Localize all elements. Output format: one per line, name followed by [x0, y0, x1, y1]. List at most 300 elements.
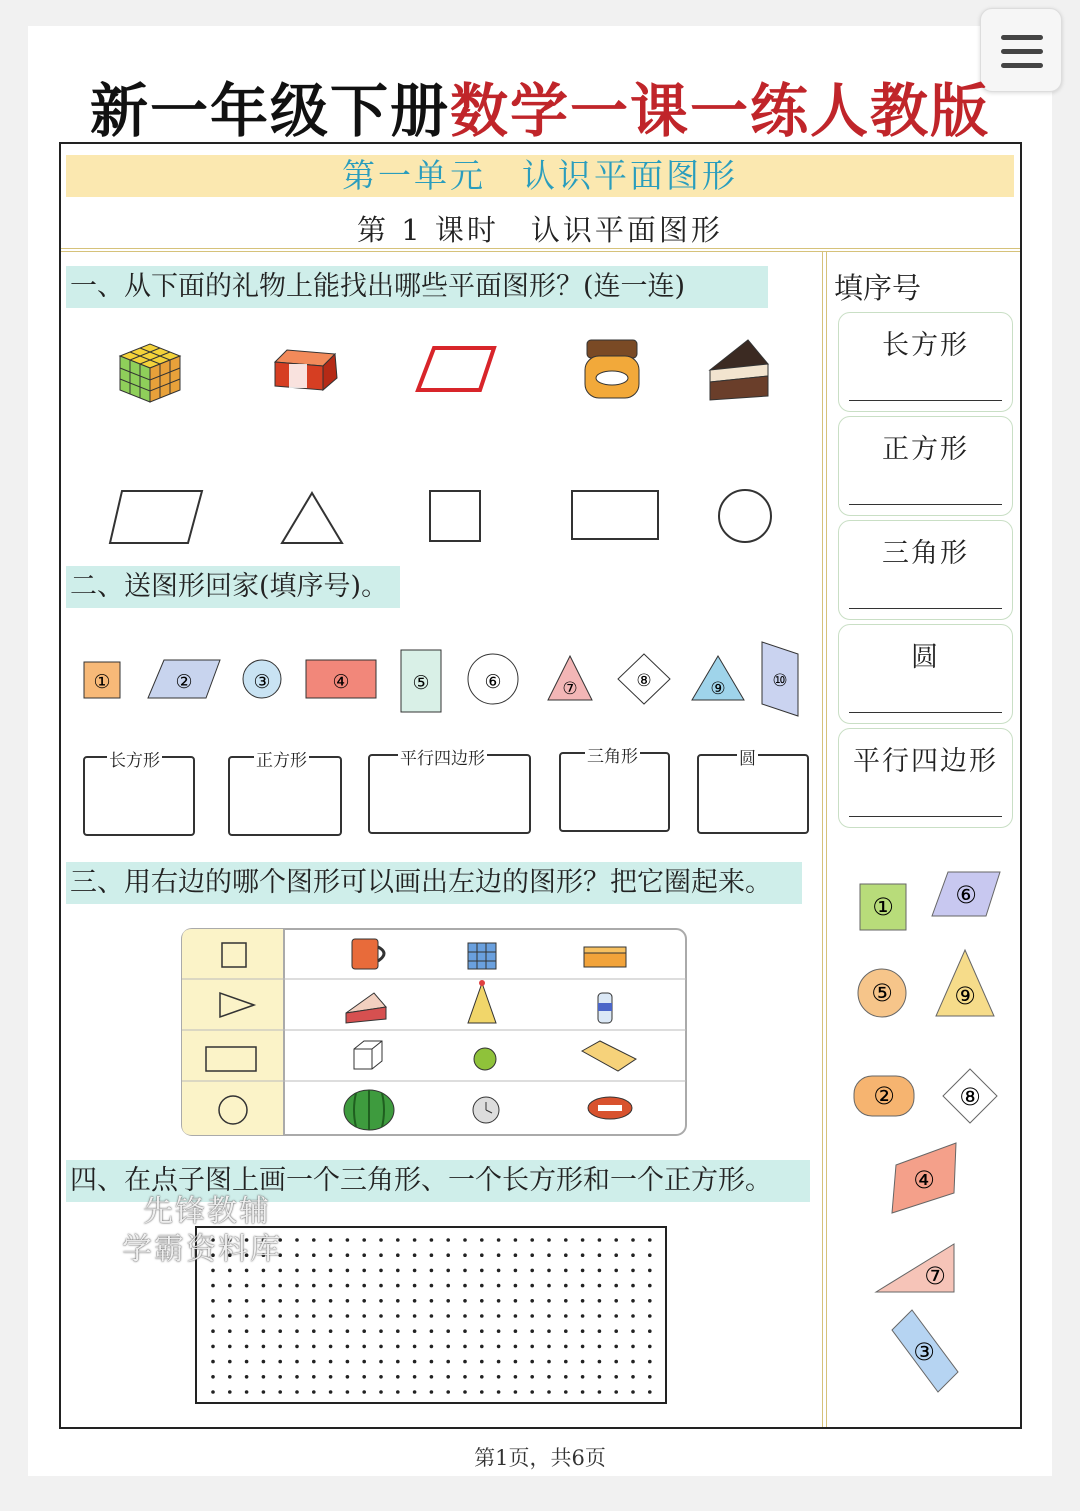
grid-dot: [598, 1390, 602, 1394]
grid-dot: [547, 1238, 551, 1242]
unit-title: 第一单元 认识平面图形: [66, 155, 1014, 197]
grid-dot: [614, 1360, 618, 1364]
grid-dot: [463, 1314, 467, 1318]
grid-dot: [379, 1284, 383, 1288]
grid-dot: [631, 1269, 635, 1273]
cube-icon: [354, 1041, 382, 1069]
grid-dot: [211, 1345, 215, 1349]
grid-dot: [446, 1314, 450, 1318]
grid-dot: [547, 1329, 551, 1333]
grid-dot: [463, 1238, 467, 1242]
grid-dot: [278, 1390, 282, 1394]
grid-dot: [631, 1238, 635, 1242]
answer-box-circle[interactable]: 圆: [838, 624, 1013, 724]
svg-text:③: ③: [253, 671, 271, 693]
grid-dot: [228, 1299, 232, 1303]
column-divider: [822, 252, 827, 1427]
grid-dot: [430, 1253, 434, 1257]
grid-dot: [312, 1375, 316, 1379]
grid-dot: [228, 1314, 232, 1318]
grid-dot: [295, 1299, 299, 1303]
grid-dot: [547, 1390, 551, 1394]
grid-dot: [514, 1345, 518, 1349]
grid-dot: [530, 1299, 534, 1303]
grid-dot: [379, 1360, 383, 1364]
grid-dot: [312, 1284, 316, 1288]
grid-dot: [598, 1329, 602, 1333]
grid-dot: [463, 1390, 467, 1394]
watermelon-icon: [344, 1090, 394, 1130]
grid-dot: [581, 1238, 585, 1242]
grid-dot: [514, 1390, 518, 1394]
grid-dot: [463, 1253, 467, 1257]
grid-dot: [480, 1345, 484, 1349]
grid-dot: [329, 1329, 333, 1333]
grid-dot: [295, 1345, 299, 1349]
svg-text:⑥: ⑥: [955, 881, 977, 909]
grid-dot: [614, 1253, 618, 1257]
grid-dot: [262, 1360, 266, 1364]
bin-parallelogram[interactable]: 平行四边形: [368, 754, 531, 834]
answer-line[interactable]: [849, 400, 1002, 401]
answer-box-parallelogram[interactable]: 平行四边形: [838, 728, 1013, 828]
grid-dot: [564, 1253, 568, 1257]
grid-dot: [228, 1390, 232, 1394]
grid-dot: [614, 1314, 618, 1318]
grid-dot: [278, 1299, 282, 1303]
grid-dot: [581, 1345, 585, 1349]
answer-line[interactable]: [849, 608, 1002, 609]
grid-dot: [245, 1314, 249, 1318]
grid-dot: [413, 1375, 417, 1379]
grid-dot: [530, 1360, 534, 1364]
grid-dot: [211, 1329, 215, 1333]
answer-box-square[interactable]: 正方形: [838, 416, 1013, 516]
answer-box-triangle[interactable]: 三角形: [838, 520, 1013, 620]
grid-dot: [581, 1390, 585, 1394]
grid-dot: [598, 1269, 602, 1273]
grid-dot: [379, 1238, 383, 1242]
grid-dot: [514, 1253, 518, 1257]
svg-text:③: ③: [913, 1338, 935, 1366]
grid-dot: [278, 1360, 282, 1364]
gift-images: [110, 330, 790, 410]
grid-dot: [413, 1314, 417, 1318]
grid-dot: [614, 1345, 618, 1349]
grid-dot: [530, 1375, 534, 1379]
bin-triangle[interactable]: 三角形: [559, 752, 670, 832]
square-shape: [430, 491, 480, 541]
svg-text:⑤: ⑤: [412, 672, 430, 694]
clock-icon: [473, 1097, 499, 1123]
grid-dot: [480, 1284, 484, 1288]
grid-dot: [446, 1269, 450, 1273]
grid-dot: [346, 1375, 350, 1379]
parallelogram-shape: [110, 491, 202, 543]
numbered-shapes: [78, 636, 808, 726]
grid-dot: [514, 1299, 518, 1303]
grid-dot: [413, 1269, 417, 1273]
grid-dot: [497, 1314, 501, 1318]
grid-dot: [262, 1345, 266, 1349]
grid-dot: [346, 1269, 350, 1273]
grid-dot: [312, 1314, 316, 1318]
svg-text:⑦: ⑦: [924, 1262, 946, 1290]
grid-dot: [631, 1314, 635, 1318]
grid-dot: [211, 1314, 215, 1318]
grid-dot: [346, 1360, 350, 1364]
grid-dot: [295, 1238, 299, 1242]
grid-dot: [211, 1360, 215, 1364]
grid-dot: [581, 1253, 585, 1257]
grid-dot: [598, 1375, 602, 1379]
plane-shapes: [100, 485, 790, 555]
grid-dot: [262, 1299, 266, 1303]
grid-dot: [547, 1284, 551, 1288]
honey-jar-icon: [585, 340, 639, 398]
grid-dot: [379, 1375, 383, 1379]
grid-dot: [564, 1375, 568, 1379]
grid-dot: [463, 1375, 467, 1379]
grid-dot: [430, 1345, 434, 1349]
grid-dot: [547, 1253, 551, 1257]
grid-dot: [631, 1329, 635, 1333]
grid-dot: [362, 1284, 366, 1288]
grid-dot: [346, 1390, 350, 1394]
section3-heading: 三、用右边的哪个图形可以画出左边的图形？把它圈起来。: [66, 862, 802, 904]
grid-dot: [262, 1390, 266, 1394]
grid-dot: [295, 1360, 299, 1364]
grid-dot: [446, 1345, 450, 1349]
grid-dot: [598, 1238, 602, 1242]
grid-dot: [396, 1345, 400, 1349]
grid-dot: [278, 1345, 282, 1349]
grid-dot: [614, 1375, 618, 1379]
grid-dot: [463, 1329, 467, 1333]
rubik-cube-small-icon: [468, 943, 496, 969]
grid-dot: [530, 1314, 534, 1318]
grid-dot: [228, 1375, 232, 1379]
grid-dot: [329, 1345, 333, 1349]
grid-dot: [480, 1375, 484, 1379]
grid-dot: [312, 1360, 316, 1364]
grid-dot: [245, 1360, 249, 1364]
grid-dot: [396, 1314, 400, 1318]
grid-dot: [480, 1299, 484, 1303]
grid-dot: [278, 1314, 282, 1318]
grid-dot: [598, 1314, 602, 1318]
grid-dot: [278, 1375, 282, 1379]
grid-dot: [564, 1360, 568, 1364]
cake-slice-icon: [710, 340, 768, 400]
page-title: 新一年级下册数学一课一练人教版: [89, 77, 991, 145]
answer-line[interactable]: [849, 816, 1002, 817]
grid-dot: [295, 1269, 299, 1273]
grid-dot: [312, 1390, 316, 1394]
red-parallelogram-icon: [418, 348, 494, 390]
grid-dot: [379, 1253, 383, 1257]
grid-dot: [396, 1390, 400, 1394]
grid-dot: [211, 1284, 215, 1288]
grid-dot: [362, 1375, 366, 1379]
grid-dot: [631, 1390, 635, 1394]
grid-dot: [648, 1329, 652, 1333]
grid-dot: [581, 1375, 585, 1379]
grid-dot: [262, 1314, 266, 1318]
shape-1-label: ①: [93, 671, 111, 693]
grid-dot: [396, 1360, 400, 1364]
grid-dot: [329, 1375, 333, 1379]
grid-dot: [581, 1299, 585, 1303]
grid-dot: [463, 1299, 467, 1303]
grid-dot: [564, 1238, 568, 1242]
grid-dot: [295, 1314, 299, 1318]
grid-dot: [413, 1253, 417, 1257]
grid-dot: [312, 1253, 316, 1257]
grid-dot: [497, 1253, 501, 1257]
svg-text:⑧: ⑧: [636, 671, 652, 691]
grid-dot: [312, 1345, 316, 1349]
grid-dot: [581, 1269, 585, 1273]
svg-text:②: ②: [175, 671, 193, 693]
grid-dot: [362, 1360, 366, 1364]
grid-dot: [430, 1314, 434, 1318]
section2-heading: 二、送图形回家(填序号)。: [66, 566, 400, 608]
grid-dot: [446, 1390, 450, 1394]
grid-dot: [346, 1253, 350, 1257]
grid-dot: [329, 1314, 333, 1318]
grid-dot: [396, 1284, 400, 1288]
grid-dot: [312, 1299, 316, 1303]
answer-line[interactable]: [849, 504, 1002, 505]
grid-dot: [497, 1284, 501, 1288]
grid-dot: [598, 1360, 602, 1364]
grid-dot: [430, 1284, 434, 1288]
grid-dot: [430, 1390, 434, 1394]
grid-dot: [245, 1375, 249, 1379]
grid-dot: [346, 1238, 350, 1242]
grid-dot: [295, 1329, 299, 1333]
grid-dot: [598, 1253, 602, 1257]
grid-dot: [564, 1329, 568, 1333]
football-icon: [588, 1097, 632, 1119]
grid-dot: [295, 1390, 299, 1394]
grid-dot: [547, 1314, 551, 1318]
grid-dot: [547, 1269, 551, 1273]
grid-dot: [262, 1284, 266, 1288]
grid-dot: [614, 1299, 618, 1303]
grid-dot: [480, 1360, 484, 1364]
svg-text:⑦: ⑦: [562, 679, 578, 699]
grid-dot: [497, 1299, 501, 1303]
grid-dot: [413, 1238, 417, 1242]
grid-dot: [278, 1269, 282, 1273]
grid-dot: [329, 1360, 333, 1364]
grid-dot: [379, 1299, 383, 1303]
grid-dot: [329, 1299, 333, 1303]
svg-text:④: ④: [913, 1166, 935, 1194]
watermark-line-1: 先锋教辅: [143, 1194, 271, 1229]
grid-dot: [598, 1284, 602, 1288]
grid-dot: [295, 1375, 299, 1379]
grid-dot: [480, 1329, 484, 1333]
grid-dot: [362, 1299, 366, 1303]
grid-dot: [497, 1269, 501, 1273]
grid-dot: [614, 1329, 618, 1333]
grid-dot: [631, 1375, 635, 1379]
grid-dot: [446, 1284, 450, 1288]
svg-text:⑨: ⑨: [954, 982, 976, 1010]
grid-dot: [497, 1329, 501, 1333]
grid-dot: [648, 1238, 652, 1242]
grid-dot: [446, 1253, 450, 1257]
grid-dot: [396, 1253, 400, 1257]
grid-dot: [631, 1299, 635, 1303]
grid-dot: [413, 1390, 417, 1394]
grid-dot: [564, 1299, 568, 1303]
grid-dot: [564, 1284, 568, 1288]
grid-dot: [413, 1299, 417, 1303]
grid-dot: [211, 1375, 215, 1379]
grid-dot: [346, 1314, 350, 1318]
svg-text:②: ②: [873, 1082, 895, 1110]
grid-dot: [396, 1238, 400, 1242]
glue-stick-icon: [598, 993, 612, 1023]
grid-dot: [312, 1238, 316, 1242]
bin-circle[interactable]: 圆: [697, 754, 809, 834]
grid-dot: [362, 1269, 366, 1273]
grid-dot: [564, 1345, 568, 1349]
grid-dot: [211, 1269, 215, 1273]
circle-shape: [719, 490, 771, 542]
grid-dot: [346, 1345, 350, 1349]
page-indicator: 第1页，共6页: [474, 1446, 606, 1470]
grid-dot: [614, 1390, 618, 1394]
grid-dot: [245, 1329, 249, 1333]
grid-dot: [614, 1238, 618, 1242]
grid-dot: [362, 1253, 366, 1257]
grid-dot: [362, 1329, 366, 1333]
answer-box-rectangle[interactable]: 长方形: [838, 312, 1013, 412]
grid-dot: [564, 1314, 568, 1318]
grid-dot: [228, 1360, 232, 1364]
right-panel-shapes: [840, 860, 1020, 1420]
grid-dot: [396, 1299, 400, 1303]
grid-dot: [245, 1390, 249, 1394]
grid-dot: [362, 1390, 366, 1394]
grid-dot: [648, 1284, 652, 1288]
grid-dot: [514, 1375, 518, 1379]
grid-dot: [413, 1345, 417, 1349]
section1-heading: 一、从下面的礼物上能找出哪些平面图形？(连一连): [66, 266, 768, 308]
grid-dot: [413, 1360, 417, 1364]
grid-dot: [245, 1345, 249, 1349]
grid-dot: [530, 1390, 534, 1394]
grid-dot: [463, 1345, 467, 1349]
grid-dot: [413, 1329, 417, 1333]
grid-dot: [379, 1314, 383, 1318]
grid-dot: [598, 1299, 602, 1303]
grid-dot: [530, 1269, 534, 1273]
grid-dot: [379, 1269, 383, 1273]
rectangle-shape: [572, 491, 658, 539]
grid-dot: [514, 1314, 518, 1318]
grid-dot: [581, 1314, 585, 1318]
grid-dot: [631, 1253, 635, 1257]
grid-dot: [211, 1299, 215, 1303]
svg-text:⑥: ⑥: [484, 671, 502, 693]
triangle-shape: [282, 493, 342, 543]
section4-heading: 四、在点子图上画一个三角形、一个长方形和一个正方形。: [66, 1160, 810, 1202]
grid-dot: [631, 1360, 635, 1364]
grid-dot: [514, 1284, 518, 1288]
grid-dot: [430, 1329, 434, 1333]
answer-line[interactable]: [849, 712, 1002, 713]
tennis-ball-icon: [474, 1048, 496, 1070]
grid-dot: [396, 1269, 400, 1273]
grid-dot: [497, 1238, 501, 1242]
grid-dot: [614, 1284, 618, 1288]
grid-dot: [413, 1284, 417, 1288]
grid-dot: [514, 1360, 518, 1364]
red-box-icon: [275, 350, 337, 390]
grid-dot: [564, 1390, 568, 1394]
grid-dot: [430, 1299, 434, 1303]
grid-dot: [430, 1375, 434, 1379]
svg-text:⑧: ⑧: [959, 1083, 981, 1111]
bin-rectangle[interactable]: 长方形: [83, 756, 195, 836]
grid-dot: [581, 1329, 585, 1333]
grid-dot: [446, 1375, 450, 1379]
grid-dot: [530, 1329, 534, 1333]
bin-square[interactable]: 正方形: [228, 756, 342, 836]
grid-dot: [631, 1345, 635, 1349]
grid-dot: [614, 1269, 618, 1273]
lesson-title: 第 1 课时 认识平面图形: [357, 213, 723, 247]
grid-dot: [648, 1375, 652, 1379]
grid-dot: [547, 1345, 551, 1349]
right-panel-heading: 填序号: [834, 271, 922, 305]
watermark-line-2: 学霸资料库: [122, 1232, 282, 1267]
grid-dot: [346, 1299, 350, 1303]
grid-dot: [463, 1284, 467, 1288]
grid-dot: [547, 1375, 551, 1379]
grid-dot: [446, 1299, 450, 1303]
grid-dot: [362, 1345, 366, 1349]
grid-dot: [463, 1360, 467, 1364]
grid-dot: [514, 1329, 518, 1333]
grid-dot: [530, 1345, 534, 1349]
grid-dot: [497, 1345, 501, 1349]
grid-dot: [497, 1390, 501, 1394]
grid-dot: [514, 1238, 518, 1242]
grid-dot: [329, 1284, 333, 1288]
svg-text:④: ④: [332, 671, 350, 693]
grid-dot: [547, 1360, 551, 1364]
grid-dot: [329, 1269, 333, 1273]
grid-dot: [295, 1284, 299, 1288]
grid-dot: [228, 1329, 232, 1333]
grid-dot: [262, 1269, 266, 1273]
grid-dot: [497, 1375, 501, 1379]
grid-dot: [497, 1360, 501, 1364]
grid-dot: [379, 1345, 383, 1349]
svg-text:⑨: ⑨: [710, 679, 726, 699]
grid-dot: [430, 1269, 434, 1273]
rubik-cube-icon: [120, 344, 180, 402]
grid-dot: [396, 1329, 400, 1333]
grid-dot: [329, 1390, 333, 1394]
